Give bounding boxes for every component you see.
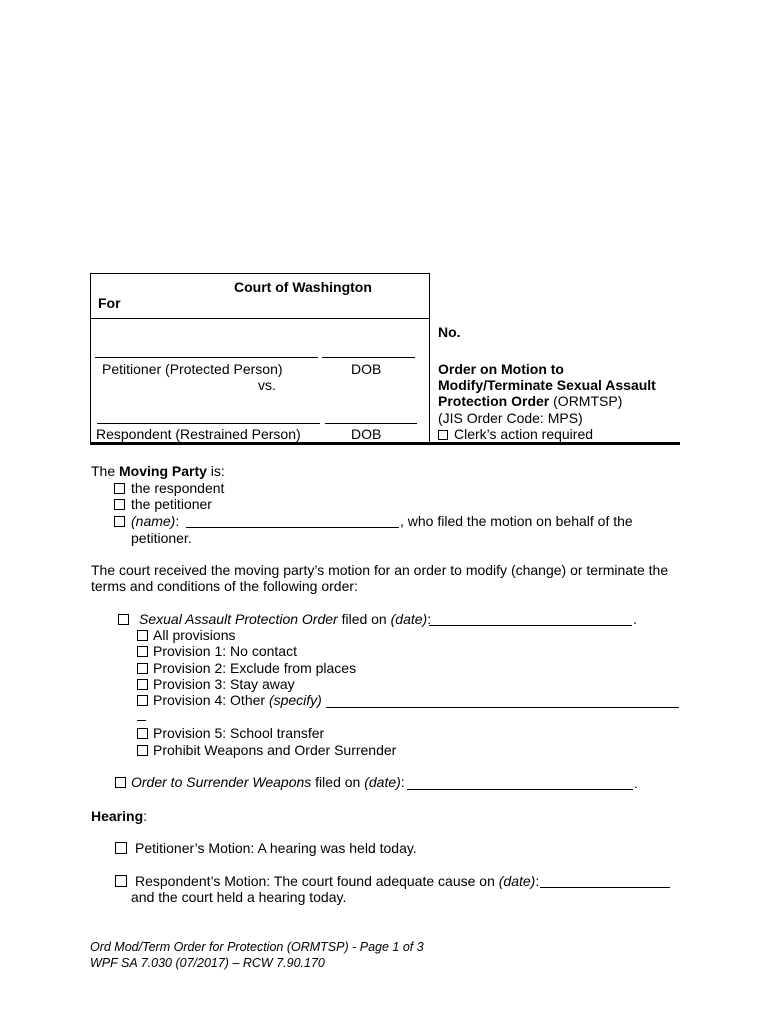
moving-party-name-colon: : (175, 513, 180, 529)
hearing-title-colon: : (143, 808, 148, 824)
jis-code: (JIS Order Code: MPS) (438, 410, 583, 426)
clerk-action-checkbox[interactable] (438, 430, 448, 440)
case-number-label: No. (438, 324, 461, 340)
provision-all-label: All provisions (153, 627, 236, 643)
moving-party-respondent-label: the respondent (131, 480, 225, 496)
provision-all-checkbox[interactable] (137, 630, 148, 641)
hearing-respondent-date-colon: : (535, 873, 540, 889)
moving-party-intro (91, 463, 225, 479)
provision-5-label: Provision 5: School transfer (153, 725, 325, 741)
moving-party-name-checkbox[interactable] (114, 516, 125, 527)
title-line-3-bold: Protection Order (438, 393, 550, 409)
motion-text-line1: The court received the moving party’s motion for an order to modify (change) or terminate the (91, 562, 669, 578)
surrender-date-label: (date) (364, 774, 401, 790)
surrender-title: Order to Surrender Weapons (131, 774, 312, 790)
provision-1-row (137, 643, 297, 659)
title-line-2: Modify/Terminate Sexual Assault (438, 377, 656, 393)
provision-5-checkbox[interactable] (137, 728, 148, 739)
sapo-date-label: (date) (390, 611, 428, 627)
provision-2-label: Provision 2: Exclude from places (153, 660, 357, 676)
moving-party-respondent-checkbox[interactable] (114, 483, 125, 494)
surrender-date-field[interactable] (407, 789, 633, 790)
provision-4-specify: (specify) (268, 692, 322, 708)
moving-party-bold: Moving Party (119, 463, 207, 479)
sapo-filed-label: filed on (337, 611, 391, 627)
surrender-row (115, 774, 405, 790)
caption-bottom-rule (90, 442, 680, 445)
hearing-respondent-date-label: (date) (498, 873, 536, 889)
moving-party-prefix: The (91, 463, 120, 479)
provision-2-checkbox[interactable] (137, 663, 148, 674)
provision-3-row (137, 676, 295, 692)
petitioner-dob-label: DOB (351, 361, 382, 377)
hearing-respondent-row (115, 873, 539, 889)
caption-box (90, 273, 430, 443)
sapo-date-colon: : (427, 611, 432, 627)
footer-line-2: WPF SA 7.030 (07/2017) – RCW 7.90.170 (90, 956, 325, 970)
provision-4-specify-field[interactable] (326, 707, 679, 708)
provision-4-checkbox[interactable] (137, 695, 148, 706)
provision-4-row (137, 692, 322, 708)
moving-party-name-field[interactable] (186, 527, 399, 528)
surrender-date-colon: : (400, 774, 405, 790)
vs-label: vs. (258, 377, 276, 393)
sapo-row (118, 611, 431, 627)
moving-party-petitioner-label: the petitioner (131, 496, 212, 512)
sapo-period: . (633, 611, 637, 627)
hearing-petitioner-checkbox[interactable] (115, 842, 127, 854)
provision-4-continuation-mark (137, 720, 146, 721)
hearing-respondent-label: Respondent’s Motion: The court found adequate cause on (135, 873, 499, 889)
moving-party-option-name (114, 513, 179, 529)
provision-weapons-checkbox[interactable] (137, 745, 148, 756)
hearing-respondent-line2: and the court held a hearing today. (131, 889, 347, 905)
provision-2-row (137, 660, 356, 676)
sapo-title: Sexual Assault Protection Order (139, 611, 338, 627)
respondent-label: Respondent (Restrained Person) (96, 426, 301, 442)
caption-divider (90, 318, 430, 319)
moving-party-name-line2: petitioner. (131, 530, 192, 546)
hearing-petitioner-label: Petitioner’s Motion: A hearing was held today. (135, 840, 417, 856)
motion-text-line2: terms and conditions of the following order: (91, 578, 358, 594)
petitioner-name-line[interactable] (95, 357, 318, 358)
clerk-action-label: Clerk’s action required (454, 426, 594, 442)
court-name: Court of Washington (234, 279, 372, 295)
hearing-heading (91, 808, 147, 824)
petitioner-label: Petitioner (Protected Person) (102, 361, 283, 377)
provision-weapons-label: Prohibit Weapons and Order Surrender (153, 742, 397, 758)
surrender-filed-label: filed on (311, 774, 365, 790)
moving-party-suffix: is: (206, 463, 225, 479)
title-line-3-code: (ORMTSP) (549, 393, 623, 409)
surrender-checkbox[interactable] (115, 777, 126, 788)
sapo-checkbox[interactable] (118, 614, 129, 625)
surrender-period: . (634, 775, 638, 791)
hearing-respondent-date-field[interactable] (540, 887, 670, 888)
moving-party-petitioner-checkbox[interactable] (114, 499, 125, 510)
respondent-dob-line[interactable] (325, 423, 417, 424)
for-label: For (98, 295, 121, 311)
provision-5-row (137, 725, 324, 741)
clerk-action-row (438, 426, 593, 442)
moving-party-option-petitioner (114, 496, 212, 512)
provision-weapons-row (137, 742, 396, 758)
hearing-title: Hearing (91, 808, 144, 824)
moving-party-option-respondent (114, 480, 224, 496)
title-line-1: Order on Motion to (438, 361, 564, 377)
moving-party-name-label: (name) (131, 513, 176, 529)
provision-1-label: Provision 1: No contact (153, 643, 297, 659)
hearing-respondent-checkbox[interactable] (115, 875, 127, 887)
provision-1-checkbox[interactable] (137, 646, 148, 657)
provision-3-label: Provision 3: Stay away (153, 676, 295, 692)
moving-party-name-suffix: , who filed the motion on behalf of the (400, 513, 633, 529)
title-line-3 (438, 393, 622, 409)
petitioner-dob-line[interactable] (322, 357, 415, 358)
respondent-name-line[interactable] (97, 423, 320, 424)
sapo-date-field[interactable] (429, 625, 632, 626)
provision-4-label: Provision 4: Other (153, 692, 269, 708)
provision-3-checkbox[interactable] (137, 679, 148, 690)
hearing-petitioner-row (115, 840, 417, 856)
footer-line-1: Ord Mod/Term Order for Protection (ORMTSP) - Page 1 of 3 (90, 940, 424, 954)
respondent-dob-label: DOB (351, 426, 382, 442)
provision-all-row (137, 627, 235, 643)
